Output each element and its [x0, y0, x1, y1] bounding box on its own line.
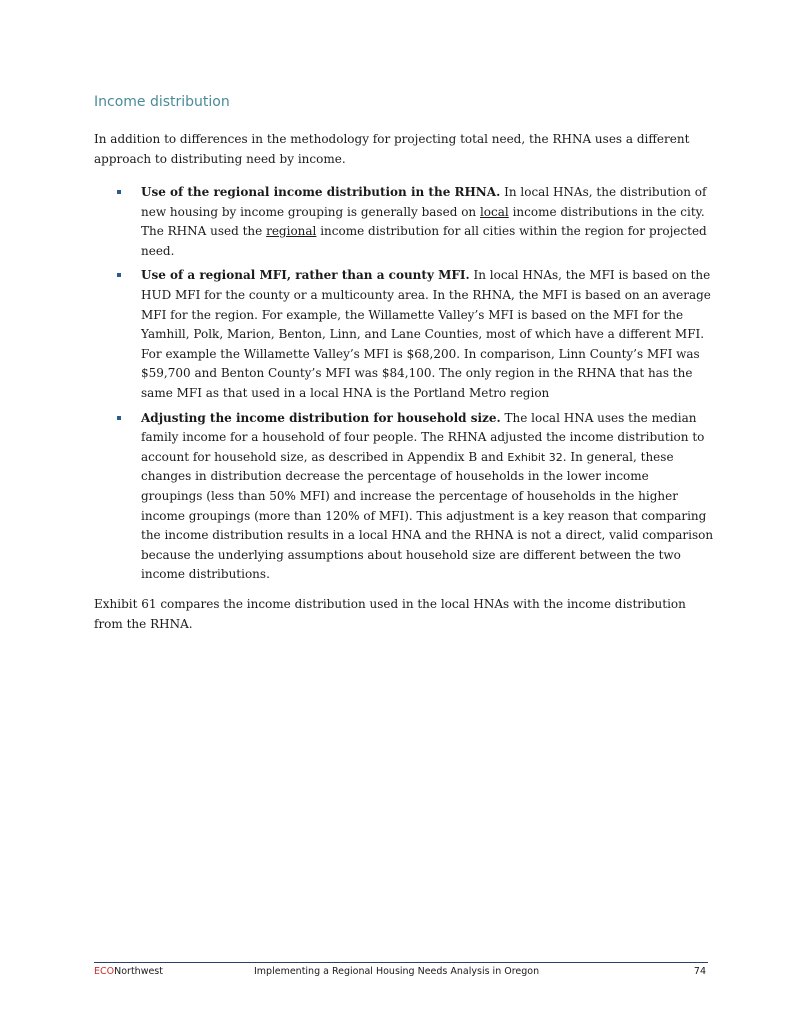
footer-brand: [94, 966, 163, 977]
bullet-list: [94, 183, 714, 590]
footer-divider: [94, 962, 708, 963]
brand-prefix: ECO: [94, 966, 115, 977]
bullet-text: income distribution for all cities within the region for projected need.: [141, 224, 707, 258]
section-heading: Income distribution: [94, 94, 230, 110]
bullet-text: In local HNAs, the MFI is based on the HUD MFI for the county or a multicounty area. In the RHNA, the MFI is based on an average MFI for the region. For example, the Willamette Valley’s MFI is based on the MFI for the Yamhill, Polk, Marion, Benton, Linn, and Lane Counties, most of which have a different MFI. For example the Willamette Valley’s MFI is $68,200. In comparison, Linn County’s MFI was $59,700 and Benton County’s MFI was $84,100. The only region in the RHNA that has the same MFI as that used in a local HNA is the Portland Metro region: [141, 268, 711, 400]
bullet-item-household-size: [94, 409, 714, 585]
bullet-title: Use of the regional income distribution in the RHNA.: [141, 185, 501, 199]
square-bullet-icon: [117, 416, 121, 420]
bullet-title: Use of a regional MFI, rather than a county MFI.: [141, 268, 470, 283]
page-footer: [94, 966, 708, 980]
square-bullet-icon: [117, 190, 121, 194]
bullet-title: Adjusting the income distribution for household size.: [141, 410, 501, 425]
intro-paragraph: In addition to differences in the methodology for projecting total need, the RHNA uses a different approach to distributing need by income.: [94, 132, 690, 166]
bullet-text: . In general, these changes in distribution decrease the percentage of households in the lower income groupings (less than 50% MFI) and increase the percentage of households in the higher income groupings (more than 120% of MFI). This adjustment is a key reason that comparing the income distribution results in a local HNA and the RHNA is not a direct, valid comparison because the underlying assumptions about household size are different between the two income distributions.: [141, 449, 714, 582]
underlined-word-local: local: [479, 204, 509, 219]
closing-paragraph: Exhibit 61 compares the income distribution used in the local HNAs with the income distribution from the RHNA.: [94, 597, 686, 631]
bullet-item-regional-mfi: [94, 266, 714, 403]
square-bullet-icon: [117, 273, 121, 277]
exhibit-reference-link[interactable]: Exhibit 32: [507, 450, 563, 464]
bullet-text: The local HNA uses the median family income for a household of four people. The RHNA adjusted the income distribution to account for household size, as described in Appendix B and: [141, 410, 705, 464]
bullet-item-regional-income-distribution: [94, 183, 714, 261]
bullet-text: In local HNAs, the distribution of new housing by income grouping is generally based on: [141, 185, 707, 219]
bullet-text: income distributions in the city. The RHNA used the: [141, 204, 705, 239]
brand-suffix: Northwest: [114, 966, 163, 977]
underlined-word-regional: regional: [266, 224, 317, 239]
footer-page-number: 74: [693, 966, 706, 977]
footer-document-title: Implementing a Regional Housing Needs Analysis in Oregon: [254, 966, 540, 977]
